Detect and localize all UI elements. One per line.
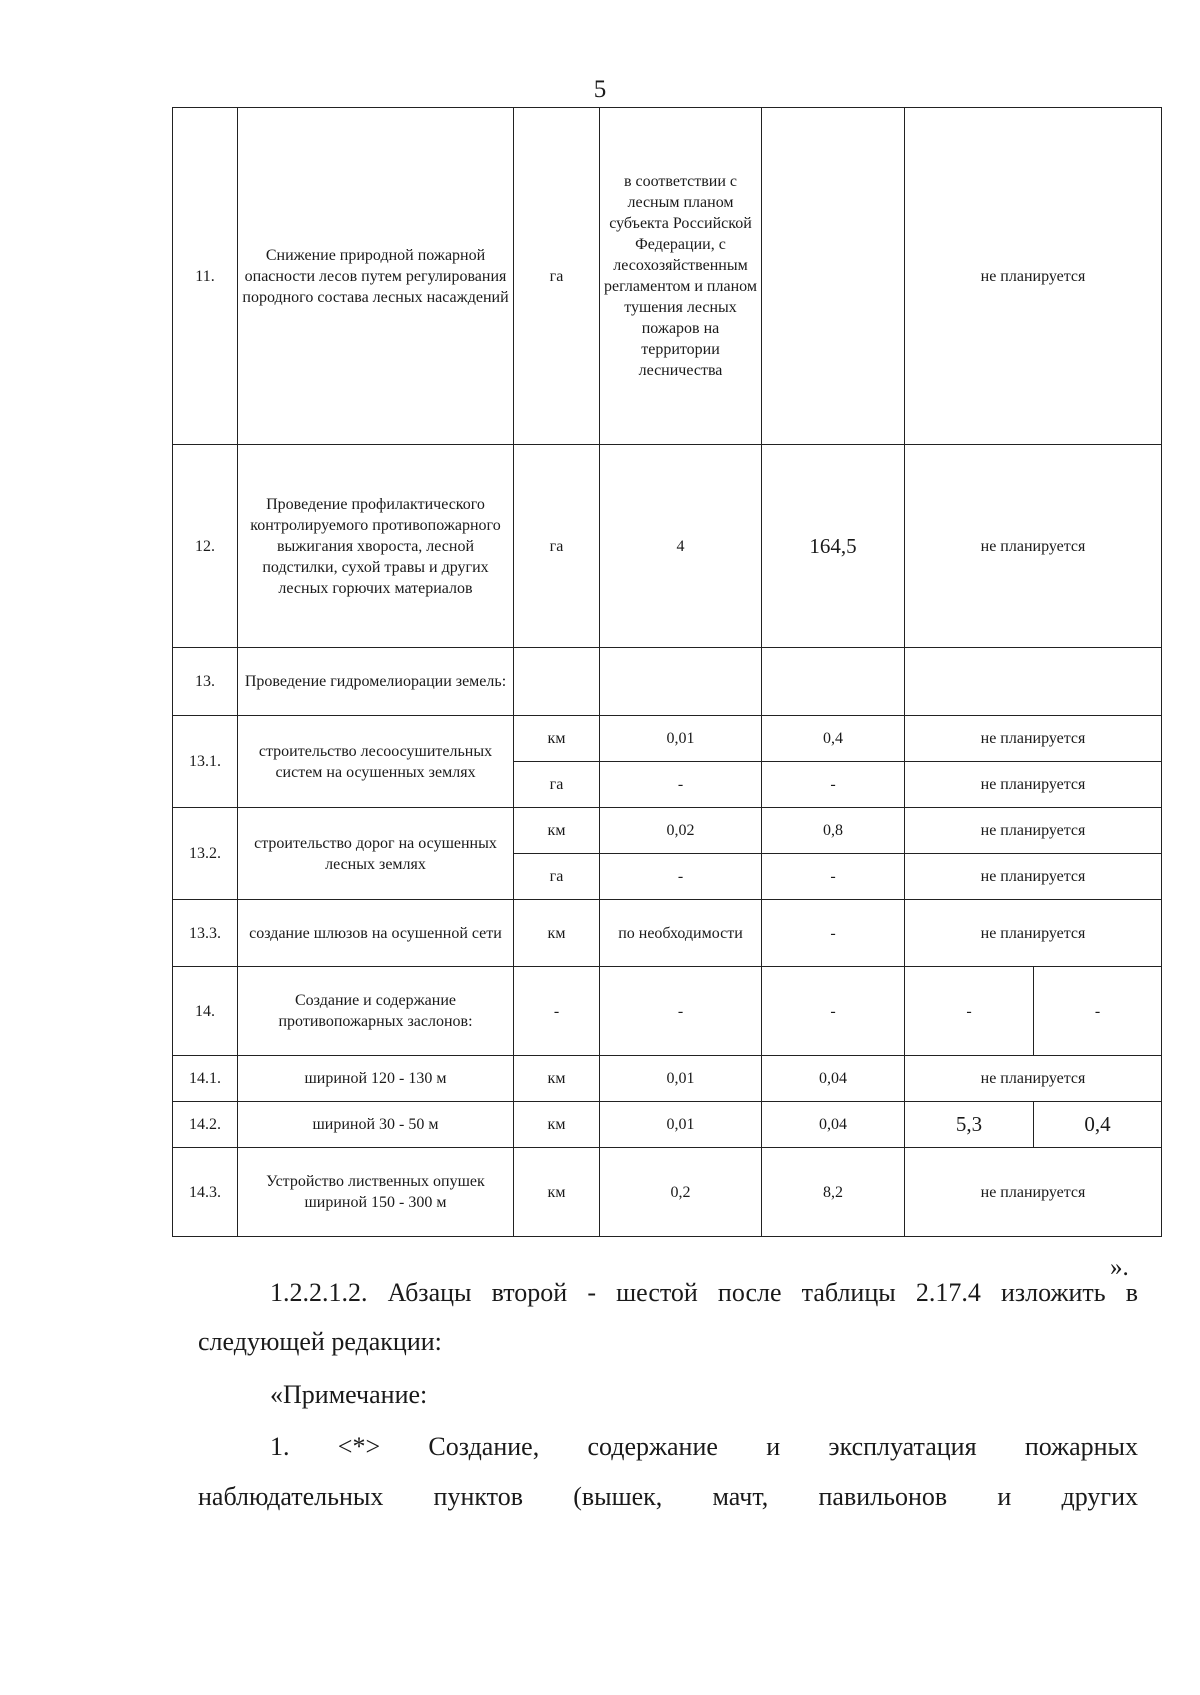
row-number: 13.1.	[173, 716, 238, 808]
forest-measures-table	[172, 107, 1162, 1237]
plan-value-1: -	[905, 967, 1034, 1056]
value-cell: 0,8	[762, 808, 905, 854]
unit-cell: га	[514, 445, 600, 648]
value-cell: -	[600, 854, 762, 900]
measure-name: шириной 120 - 130 м	[238, 1056, 514, 1102]
unit-cell: км	[514, 1148, 600, 1237]
measure-name: Проведение гидромелиорации земель:	[238, 648, 514, 716]
value-cell	[762, 648, 905, 716]
row-number: 14.	[173, 967, 238, 1056]
unit-cell: га	[514, 762, 600, 808]
value-cell: -	[600, 762, 762, 808]
value-cell: -	[600, 967, 762, 1056]
plan-value-2: 0,4	[1034, 1102, 1162, 1148]
plan-cell: не планируется	[905, 716, 1162, 762]
table-row-13-1-km	[173, 716, 1162, 762]
row-number: 14.3.	[173, 1148, 238, 1237]
unit-cell: км	[514, 900, 600, 967]
page-number: 5	[593, 76, 607, 103]
value-cell: 164,5	[762, 445, 905, 648]
table-row-12	[173, 445, 1162, 648]
value-cell: -	[762, 900, 905, 967]
measure-name: Устройство лиственных опушек шириной 150 - 300 м	[238, 1148, 514, 1237]
table-row-13	[173, 648, 1162, 716]
plan-cell: не планируется	[905, 108, 1162, 445]
value-cell: по необходимости	[600, 900, 762, 967]
unit-cell: га	[514, 854, 600, 900]
row-number: 12.	[173, 445, 238, 648]
table-row-13-3	[173, 900, 1162, 967]
value-cell: 0,4	[762, 716, 905, 762]
row-number: 13.	[173, 648, 238, 716]
plan-cell: не планируется	[905, 900, 1162, 967]
plan-cell: не планируется	[905, 1056, 1162, 1102]
value-cell	[600, 648, 762, 716]
row-number: 14.2.	[173, 1102, 238, 1148]
row-number: 11.	[173, 108, 238, 445]
value-cell: 8,2	[762, 1148, 905, 1237]
value-cell: -	[762, 762, 905, 808]
row-number: 14.1.	[173, 1056, 238, 1102]
value-cell: 0,01	[600, 716, 762, 762]
table-row-14	[173, 967, 1162, 1056]
value-cell: 0,2	[600, 1148, 762, 1237]
unit-cell: км	[514, 1056, 600, 1102]
measure-name: шириной 30 - 50 м	[238, 1102, 514, 1148]
table-row-14-3	[173, 1148, 1162, 1237]
table-row-14-1	[173, 1056, 1162, 1102]
table-row-14-2	[173, 1102, 1162, 1148]
unit-cell: км	[514, 716, 600, 762]
measure-name: создание шлюзов на осушенной сети	[238, 900, 514, 967]
measure-name: Проведение профилактического контролируемого противопожарного выжигания хвороста, лесной подстилки, сухой травы и других лесных горючих материалов	[238, 445, 514, 648]
amendment-paragraph-line1: 1.2.2.1.2. Абзацы второй - шестой после таблицы 2.17.4 изложить в	[270, 1278, 1138, 1307]
value-cell: 0,04	[762, 1056, 905, 1102]
value-cell: в соответствии с лесным планом субъекта Российской Федерации, с лесохозяйственным регламентом и планом тушения лесных пожаров на территории лесничества	[600, 108, 762, 445]
plan-value-1: 5,3	[905, 1102, 1034, 1148]
measure-name: строительство лесоосушительных систем на осушенных землях	[238, 716, 514, 808]
note-heading: «Примечание:	[270, 1380, 428, 1409]
plan-cell: не планируется	[905, 808, 1162, 854]
value-cell	[762, 108, 905, 445]
value-cell: 0,01	[600, 1102, 762, 1148]
plan-cell: не планируется	[905, 445, 1162, 648]
amendment-paragraph-line2: следующей редакции:	[198, 1327, 442, 1356]
row-number: 13.3.	[173, 900, 238, 967]
note-item-line2: наблюдательных пунктов (вышек, мачт, павильонов и других	[198, 1482, 1138, 1511]
table-row-13-2-km	[173, 808, 1162, 854]
value-cell: 0,02	[600, 808, 762, 854]
row-number: 13.2.	[173, 808, 238, 900]
value-cell: 0,01	[600, 1056, 762, 1102]
unit-cell: км	[514, 808, 600, 854]
value-cell: 0,04	[762, 1102, 905, 1148]
plan-cell: не планируется	[905, 1148, 1162, 1237]
unit-cell: га	[514, 108, 600, 445]
closing-quote: ».	[1110, 1254, 1129, 1281]
value-cell: -	[762, 967, 905, 1056]
table-row-11	[173, 108, 1162, 445]
plan-cell: не планируется	[905, 762, 1162, 808]
unit-cell: -	[514, 967, 600, 1056]
plan-cell	[905, 648, 1162, 716]
measure-name: Снижение природной пожарной опасности лесов путем регулирования породного состава лесных насаждений	[238, 108, 514, 445]
value-cell: 4	[600, 445, 762, 648]
value-cell: -	[762, 854, 905, 900]
plan-cell: не планируется	[905, 854, 1162, 900]
plan-value-2: -	[1034, 967, 1162, 1056]
measure-name: Создание и содержание противопожарных заслонов:	[238, 967, 514, 1056]
note-item-line1: 1. <*> Создание, содержание и эксплуатация пожарных	[270, 1432, 1138, 1461]
unit-cell	[514, 648, 600, 716]
unit-cell: км	[514, 1102, 600, 1148]
measure-name: строительство дорог на осушенных лесных землях	[238, 808, 514, 900]
